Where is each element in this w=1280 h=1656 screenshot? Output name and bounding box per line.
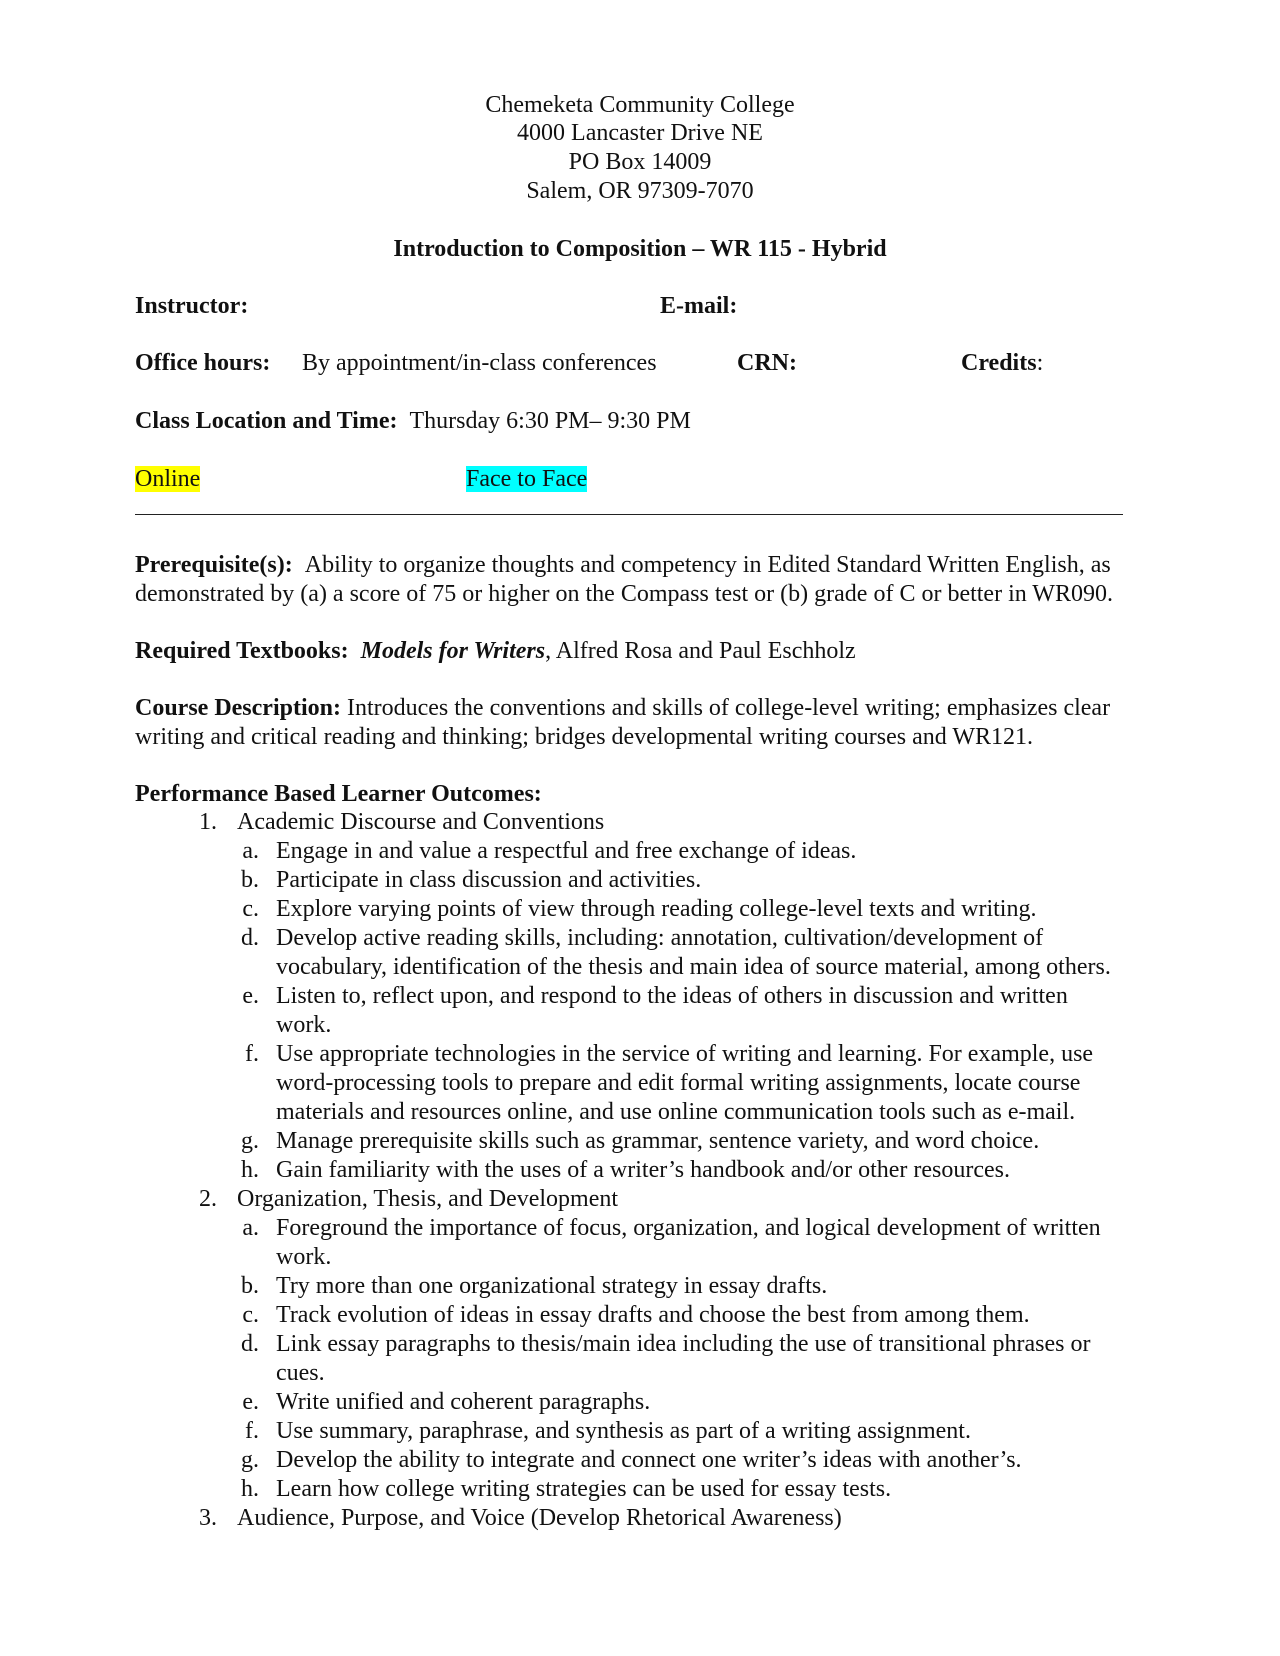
outcome-item-text: Track evolution of ideas in essay drafts and choose the best from among them. (276, 1302, 1030, 1328)
outcome-item-text: Listen to, reflect upon, and respond to the ideas of others in discussion and written (276, 983, 1068, 1009)
outcome-item-text: word-processing tools to prepare and edit formal writing assignments, locate course (276, 1070, 1081, 1096)
outcome-item-text: Foreground the importance of focus, organization, and logical development of written (276, 1215, 1101, 1241)
outcome-item-text: Gain familiarity with the uses of a writer’s handbook and/or other resources. (276, 1157, 1011, 1183)
outcome-item-letter: f. (245, 1418, 259, 1444)
outcome-item-text: Participate in class discussion and activities. (276, 867, 702, 893)
office-hours-label: Office hours: (135, 350, 271, 376)
outcome-item-text: Link essay paragraphs to thesis/main idea including the use of transitional phrases or (276, 1331, 1091, 1357)
prerequisites-line1: Prerequisite(s): Ability to organize thoughts and competency in Edited Standard Written English, as (135, 552, 1111, 578)
outcome-item-text: Write unified and coherent paragraphs. (276, 1389, 651, 1415)
outcome-item-text: work. (276, 1244, 332, 1270)
outcome-item-letter: b. (241, 1273, 259, 1299)
outcome-item-letter: a. (242, 838, 259, 864)
outcome-item-text: Develop active reading skills, including: annotation, cultivation/development of (276, 925, 1044, 951)
outcome-section-title: Academic Discourse and Conventions (237, 809, 605, 835)
outcome-section-title: Audience, Purpose, and Voice (Develop Rhetorical Awareness) (237, 1505, 842, 1531)
divider (135, 514, 1123, 515)
outcomes-heading: Performance Based Learner Outcomes: (135, 781, 542, 807)
outcome-item-text: Use appropriate technologies in the service of writing and learning. For example, use (276, 1041, 1094, 1067)
outcome-section-number: 3. (199, 1505, 217, 1531)
outcome-item-text: Use summary, paraphrase, and synthesis as part of a writing assignment. (276, 1418, 971, 1444)
credits-label: Credits: (961, 350, 1044, 376)
outcome-item-text: Explore varying points of view through reading college-level texts and writing. (276, 896, 1037, 922)
outcome-item-text: work. (276, 1012, 332, 1038)
face-to-face-label: Face to Face (466, 466, 588, 492)
college-pobox: PO Box 14009 (568, 149, 712, 175)
outcome-item-letter: d. (241, 1331, 259, 1357)
course-description-line1: Course Description: Introduces the conventions and skills of college-level writing; emphasizes clear (135, 695, 1111, 721)
outcome-item-letter: f. (245, 1041, 259, 1067)
online-label: Online (135, 466, 201, 492)
outcome-section-number: 2. (199, 1186, 217, 1212)
outcome-item-letter: g. (241, 1447, 259, 1473)
outcome-item-letter: e. (242, 1389, 259, 1415)
outcome-section-title: Organization, Thesis, and Development (237, 1186, 619, 1212)
outcome-item-text: materials and resources online, and use online communication tools such as e-mail. (276, 1099, 1076, 1125)
outcome-item-text: cues. (276, 1360, 325, 1386)
outcome-item-letter: d. (241, 925, 259, 951)
office-hours-value: By appointment/in-class conferences (302, 350, 657, 376)
outcome-item-text: vocabulary, identification of the thesis and main idea of source material, among others. (276, 954, 1111, 980)
outcome-item-letter: g. (241, 1128, 259, 1154)
course-title: Introduction to Composition – WR 115 - Hybrid (393, 236, 887, 262)
class-location: Class Location and Time: Thursday 6:30 PM– 9:30 PM (135, 408, 691, 434)
course-description-line2: writing and critical reading and thinking; bridges developmental writing courses and WR121. (135, 724, 1034, 750)
outcome-item-text: Learn how college writing strategies can be used for essay tests. (276, 1476, 892, 1502)
outcome-item-letter: h. (241, 1476, 259, 1502)
outcome-section-number: 1. (199, 809, 217, 835)
instructor-label: Instructor: (135, 293, 249, 319)
outcome-item-letter: h. (241, 1157, 259, 1183)
email-label: E-mail: (660, 293, 738, 319)
prerequisites-line2: demonstrated by (a) a score of 75 or higher on the Compass test or (b) grade of C or better in WR090. (135, 581, 1113, 607)
outcome-item-letter: c. (242, 1302, 259, 1328)
required-textbooks: Required Textbooks: Models for Writers, Alfred Rosa and Paul Eschholz (135, 638, 856, 664)
outcome-item-letter: c. (242, 896, 259, 922)
outcome-item-text: Manage prerequisite skills such as grammar, sentence variety, and word choice. (276, 1128, 1040, 1154)
outcome-item-letter: b. (241, 867, 259, 893)
college-street: 4000 Lancaster Drive NE (517, 120, 763, 146)
crn-label: CRN: (737, 350, 797, 376)
outcome-item-letter: a. (242, 1215, 259, 1241)
outcome-item-text: Try more than one organizational strategy in essay drafts. (276, 1273, 828, 1299)
college-city: Salem, OR 97309-7070 (526, 178, 754, 204)
outcome-item-text: Engage in and value a respectful and free exchange of ideas. (276, 838, 857, 864)
outcome-item-letter: e. (242, 983, 259, 1009)
outcome-item-text: Develop the ability to integrate and connect one writer’s ideas with another’s. (276, 1447, 1022, 1473)
college-name: Chemeketa Community College (485, 92, 795, 118)
